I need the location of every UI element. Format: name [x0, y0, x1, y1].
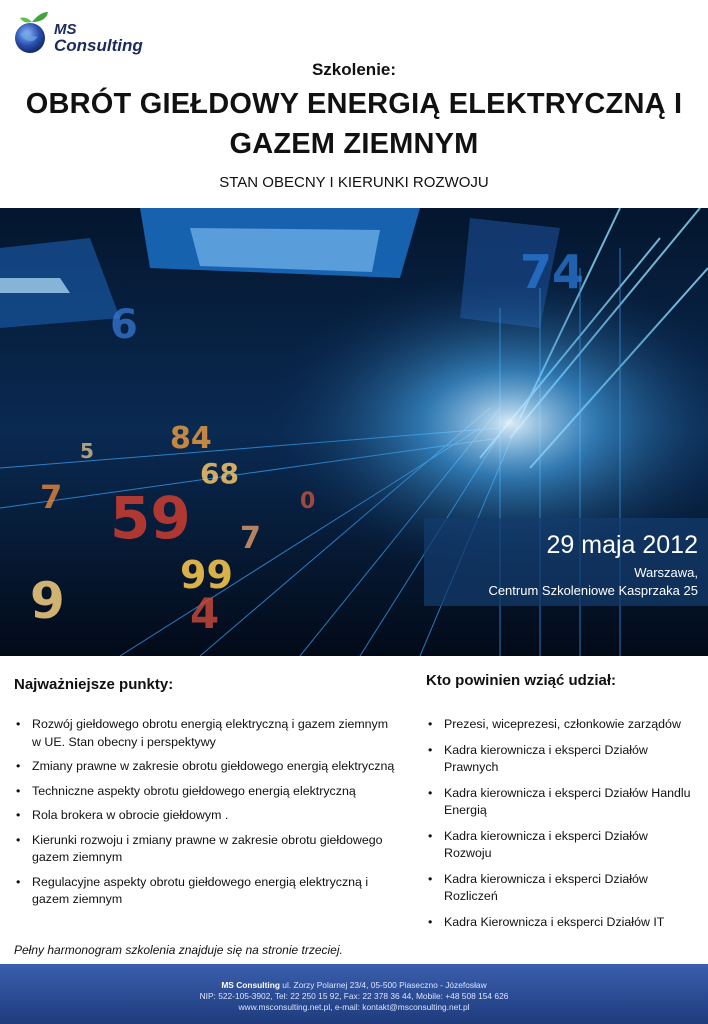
footer-address: ul. Zorzy Polarnej 23/4, 05-500 Piaseczno - Józefosław: [279, 980, 487, 990]
audience-heading: Kto powinien wziąć udział:: [426, 672, 617, 689]
event-date: 29 maja 2012: [546, 531, 698, 559]
list-item: • Techniczne aspekty obrotu giełdowego energią elektryczną: [14, 783, 399, 801]
list-item: • Prezesi, wiceprezesi, członkowie zarządów: [426, 716, 696, 734]
list-item: • Kierunki rozwoju i zmiany prawne w zakresie obrotu giełdowego gazem ziemnym: [14, 832, 399, 867]
list-item: • Kadra kierownicza i eksperci Działów Handlu Energią: [426, 785, 696, 820]
svg-text:5: 5: [80, 439, 94, 463]
list-item: • Kadra kierownicza i eksperci Działów Rozliczeń: [426, 871, 696, 906]
svg-text:4: 4: [190, 589, 220, 638]
globe-icon: [10, 10, 50, 56]
svg-text:7: 7: [40, 478, 63, 516]
footer-phones: NIP: 522-105-3902, Tel: 22 250 15 92, Fax: 22 378 36 44, Mobile: +48 508 154 626: [199, 991, 509, 1001]
footer: [0, 964, 708, 1024]
svg-text:84: 84: [170, 421, 212, 456]
key-points-list: [14, 716, 399, 916]
svg-text:9: 9: [30, 572, 65, 630]
svg-text:7: 7: [240, 521, 261, 556]
list-item: • Kadra Kierownicza i eksperci Działów IT: [426, 914, 696, 932]
logo-line-2: Consulting: [54, 36, 143, 55]
audience-list: [426, 716, 696, 939]
svg-text:68: 68: [200, 457, 239, 490]
svg-text:99: 99: [180, 553, 233, 597]
training-label: Szkolenie:: [311, 60, 397, 79]
svg-text:59: 59: [110, 484, 191, 552]
list-item: • Rozwój giełdowego obrotu energią elektryczną i gazem ziemnym w UE. Stan obecny i perspektywy: [14, 716, 399, 751]
key-points-heading: Najważniejsze punkty:: [14, 676, 174, 693]
list-item: • Rola brokera w obrocie giełdowym .: [14, 807, 399, 825]
event-city: Warszawa,: [634, 565, 698, 580]
company-logo: [10, 10, 150, 62]
footer-company: MS Consulting: [221, 980, 280, 990]
list-item: • Kadra kierownicza i eksperci Działów Rozwoju: [426, 828, 696, 863]
list-item: • Kadra kierownicza i eksperci Działów Prawnych: [426, 742, 696, 777]
event-venue: Centrum Szkoleniowe Kasprzaka 25: [488, 583, 698, 598]
schedule-note: Pełny harmonogram szkolenia znajduje się na stronie trzeciej.: [14, 943, 343, 957]
event-info-box: [424, 518, 708, 606]
page-title: OBRÓT GIEŁDOWY ENERGIĄ ELEKTRYCZNĄ I GAZEM ZIEMNYM: [25, 88, 683, 160]
svg-text:0: 0: [300, 489, 316, 514]
svg-text:6: 6: [110, 302, 138, 348]
list-item: • Regulacyjne aspekty obrotu giełdowego energią elektryczną i gazem ziemnym: [14, 874, 399, 909]
svg-text:74: 74: [520, 245, 585, 299]
list-item: • Zmiany prawne w zakresie obrotu giełdowego energią elektryczną: [14, 758, 399, 776]
footer-web: www.msconsulting.net.pl, e-mail: kontakt@msconsulting.net.pl: [238, 1002, 470, 1012]
logo-line-1: MS: [54, 21, 77, 38]
page-subtitle: STAN OBECNY I KIERUNKI ROZWOJU: [219, 174, 489, 191]
